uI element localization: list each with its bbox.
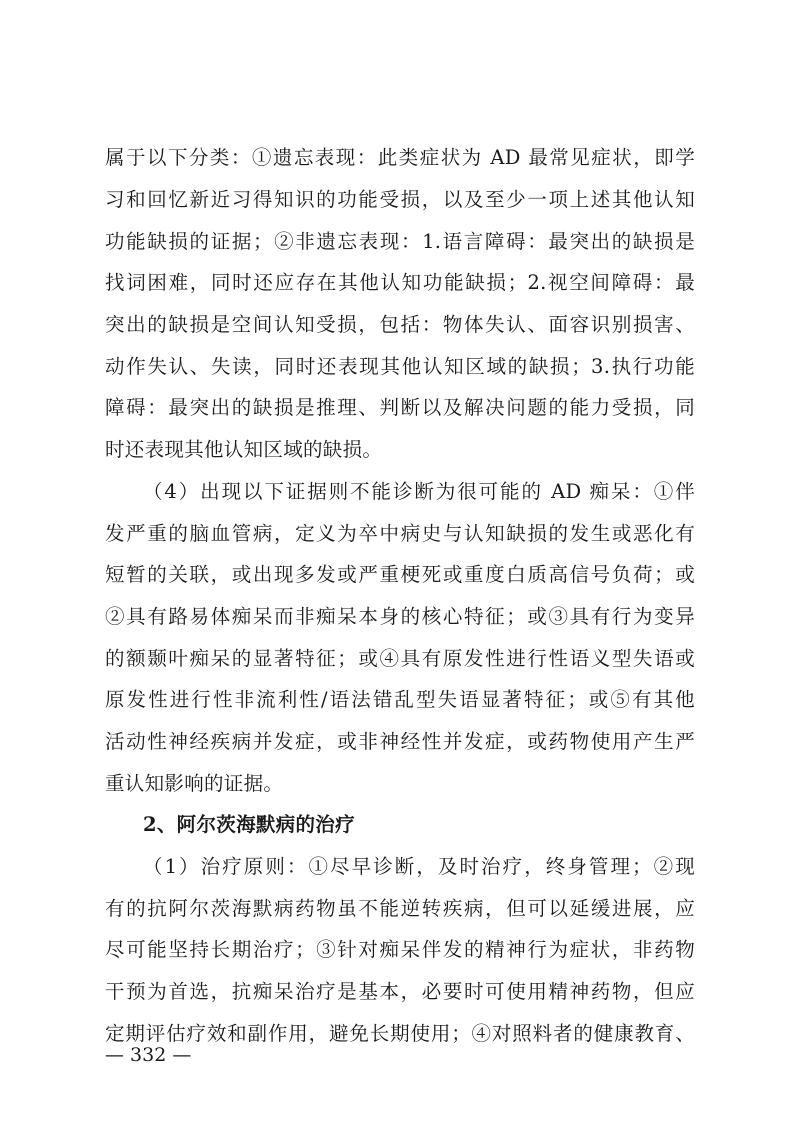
paragraph-1-line-4: 找词困难，同时还应存在其他认知功能缺损；2.视空间障碍：最 [105,271,695,294]
paragraph-1-line-8: 时还表现其他认知区域的缺损。 [105,438,383,461]
paragraph-2-line-1: （4）出现以下证据则不能诊断为很可能的 AD 痴呆：①伴 [143,480,695,503]
section-heading: 2、阿尔茨海默病的治疗 [143,813,355,836]
paragraph-2-line-4: ②具有路易体痴呆而非痴呆本身的核心特征；或③具有行为变异 [105,605,695,628]
paragraph-3-line-2: 有的抗阿尔茨海默病药物虽不能逆转疾病，但可以延缓进展，应 [105,897,695,920]
paragraph-1-line-1: 属于以下分类：①遗忘表现：此类症状为 AD 最常见症状，即学 [105,146,695,169]
paragraph-2-line-8: 重认知影响的证据。 [105,772,284,795]
paragraph-2-line-2: 发严重的脑血管病，定义为卒中病史与认知缺损的发生或恶化有 [105,522,695,545]
paragraph-1-line-6: 动作失认、失读，同时还表现其他认知区域的缺损；3.执行功能 [105,355,695,378]
paragraph-3-line-4: 干预为首选，抗痴呆治疗是基本，必要时可使用精神药物，但应 [105,980,695,1003]
paragraph-3-line-5: 定期评估疗效和副作用，避免长期使用；④对照料者的健康教育、 [105,1022,695,1045]
paragraph-1-line-5: 突出的缺损是空间认知受损，包括：物体失认、面容识别损害、 [105,313,695,336]
paragraph-2-line-3: 短暂的关联，或出现多发或严重梗死或重度白质高信号负荷；或 [105,563,695,586]
paragraph-1-line-3: 功能缺损的证据；②非遗忘表现：1.语言障碍：最突出的缺损是 [105,230,695,253]
paragraph-2-line-6: 原发性进行性非流利性/语法错乱型失语显著特征；或⑤有其他 [105,688,695,711]
paragraph-1-line-7: 障碍：最突出的缺损是推理、判断以及解决问题的能力受损，同 [105,396,695,419]
paragraph-3-line-1: （1）治疗原则：①尽早诊断，及时治疗，终身管理；②现 [143,855,695,878]
paragraph-1-line-2: 习和回忆新近习得知识的功能受损，以及至少一项上述其他认知 [105,188,695,211]
page-number: — 332 — [105,1044,192,1066]
paragraph-2-line-5: 的额颞叶痴呆的显著特征；或④具有原发性进行性语义型失语或 [105,647,695,670]
paragraph-2-line-7: 活动性神经疾病并发症，或非神经性并发症，或药物使用产生严 [105,730,695,753]
paragraph-3-line-3: 尽可能坚持长期治疗；③针对痴呆伴发的精神行为症状，非药物 [105,938,695,961]
